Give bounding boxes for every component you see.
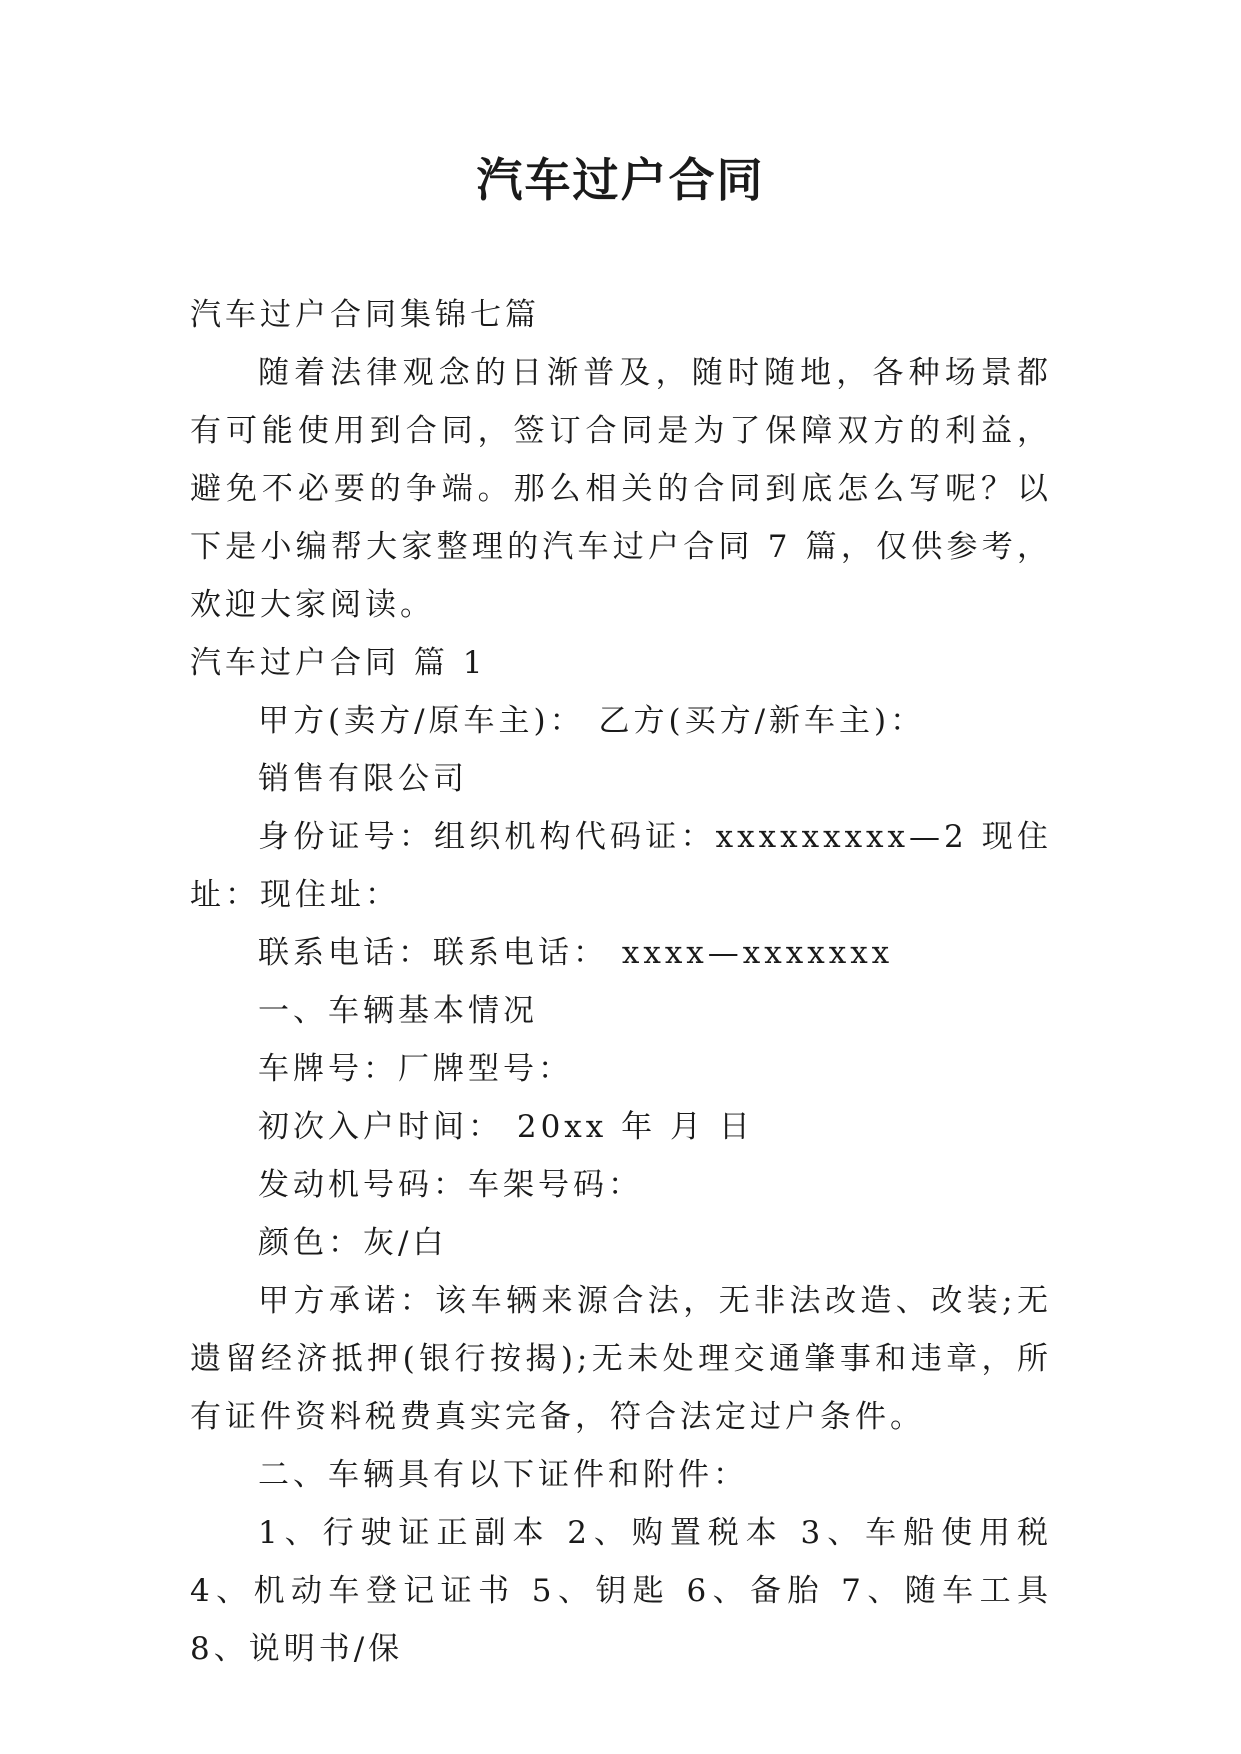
document-title: 汽车过户合同 (476, 153, 765, 207)
company-line: 销售有限公司 (258, 761, 468, 797)
subtitle-line: 汽车过户合同集锦七篇 (190, 297, 540, 333)
clause-heading-vehicle: 一、车辆基本情况 (258, 993, 538, 1029)
id-address-line: 身份证号：组织机构代码证：xxxxxxxxx—2 现住址：现住址： (190, 819, 1052, 913)
plate-model-line: 车牌号：厂牌型号： (258, 1051, 573, 1087)
section-heading: 汽车过户合同 篇 1 (190, 645, 487, 681)
intro-paragraph: 随着法律观念的日渐普及，随时随地，各种场景都有可能使用到合同，签订合同是为了保障双方的利益，避免不必要的争端。那么相关的合同到底怎么写呢？以下是小编帮大家整理的汽车过户合同 7 篇，仅供参考，欢迎大家阅读。 (190, 355, 1052, 623)
color-line: 颜色：灰/白 (258, 1225, 448, 1261)
parties-line: 甲方(卖方/原车主)： 乙方(买方/新车主)： (258, 703, 926, 739)
document-body (190, 286, 1052, 1678)
phone-line: 联系电话：联系电话： xxxx—xxxxxxx (258, 935, 894, 971)
registration-date-line: 初次入户时间： 20xx 年 月 日 (258, 1109, 754, 1145)
engine-frame-line: 发动机号码：车架号码： (258, 1167, 643, 1203)
clause-heading-documents: 二、车辆具有以下证件和附件： (258, 1457, 748, 1493)
seller-promise-paragraph: 甲方承诺：该车辆来源合法，无非法改造、改装;无遗留经济抵押(银行按揭);无未处理交通肇事和违章，所有证件资料税费真实完备，符合法定过户条件。 (190, 1283, 1052, 1435)
documents-list-paragraph: 1、行驶证正副本 2、购置税本 3、车船使用税 4、机动车登记证书 5、钥匙 6、备胎 7、随车工具 8、说明书/保 (190, 1515, 1052, 1667)
